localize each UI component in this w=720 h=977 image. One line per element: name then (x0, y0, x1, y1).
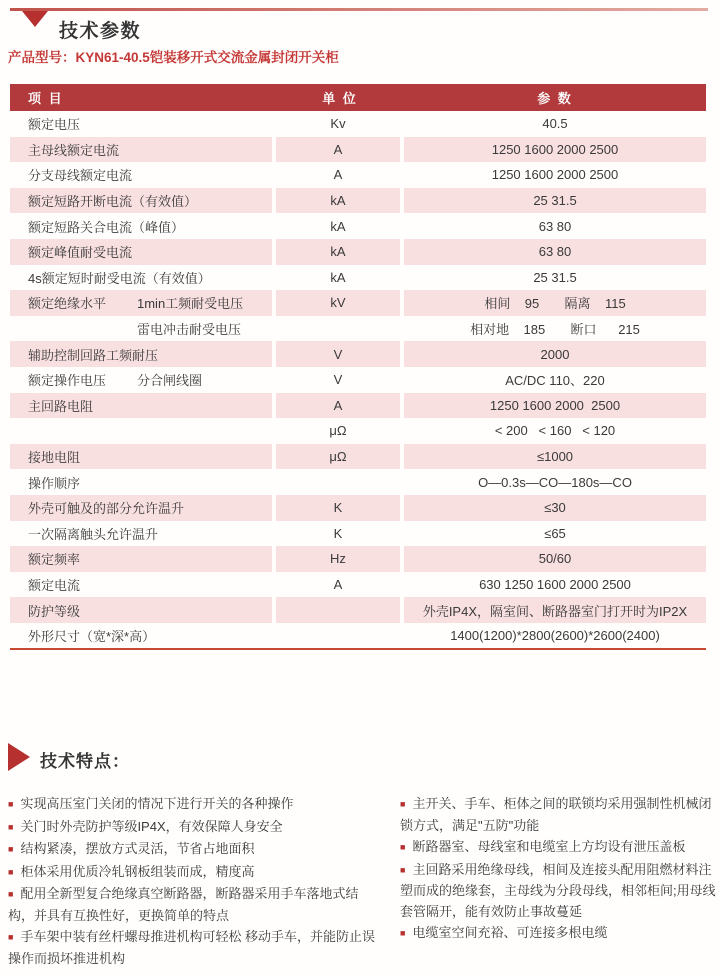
row-item: 额定峰值耐受电流 (28, 245, 133, 261)
triangle-down-icon (22, 11, 48, 27)
bullet-square-icon (8, 796, 20, 811)
section2-title: 技术特点： (40, 752, 130, 771)
row-item: 接地电阻 (28, 450, 81, 466)
row-value: < 200 < 160 < 120 (494, 423, 616, 439)
bullet-square-icon (400, 925, 412, 940)
feature-text: 电缆室空间充裕、可连接多根电缆 (412, 925, 608, 940)
row-value: 1250 1600 2000 2500 (491, 167, 619, 183)
feature-item (400, 860, 716, 923)
feature-text: 关门时外壳防护等级IP4X，有效保障人身安全 (20, 818, 283, 834)
row-value: 63 80 (538, 218, 572, 234)
feature-text: 柜体采用优质冷轧钢板组装而成，精度高 (20, 863, 255, 879)
row-value: 630 1250 1600 2000 2500 (479, 576, 631, 592)
table-row (10, 213, 706, 239)
row-unit: Kv (330, 116, 346, 132)
row-item: 操作顺序 (28, 475, 81, 491)
bullet-square-icon (400, 839, 412, 854)
bullet-square-icon (8, 841, 20, 856)
table-row (10, 597, 706, 623)
table-row (10, 265, 706, 291)
table-row (10, 623, 706, 649)
row-value: 相间 95 隔离 115 (404, 290, 706, 316)
spec-table (10, 84, 706, 648)
row-value: 2000 (404, 341, 706, 367)
table-row (10, 444, 706, 470)
row-item: 额定频率 (28, 552, 81, 568)
row-value: 1250 1600 2000 2500 (404, 393, 706, 419)
triangle-right-icon (8, 743, 30, 771)
table-row (10, 469, 706, 495)
row-item: 辅助控制回路工频耐压 (28, 347, 159, 363)
row-unit: V (276, 341, 400, 367)
header-item: 项 目 (28, 91, 64, 106)
feature-text: 配用全新型复合绝缘真空断路器，断路器采用手车落地式结构，并具有互换性好，更换简单的特点 (8, 886, 359, 923)
product-model-line: 产品型号：KYN61-40.5铠装移开式交流金属封闭开关柜 (8, 50, 339, 65)
bullet-square-icon (8, 886, 20, 901)
row-unit: μΩ (276, 444, 400, 470)
table-row (10, 316, 706, 342)
row-item: 主母线额定电流 (28, 142, 120, 158)
table-header-row (10, 84, 706, 111)
table-row (10, 521, 706, 547)
row-item: 额定电流 (28, 577, 81, 593)
table-row (10, 111, 706, 137)
features-column-left (8, 794, 376, 970)
feature-item (8, 839, 376, 861)
row-value: ≤65 (544, 525, 566, 541)
bullet-square-icon (400, 862, 412, 877)
row-value: 1400(1200)*2800(2600)*2600(2400) (450, 628, 660, 644)
feature-text: 断路器室、母线室和电缆室上方均设有泄压盖板 (412, 839, 686, 854)
row-unit: V (333, 372, 343, 388)
features-column-right (400, 794, 716, 946)
row-unit: K (333, 525, 343, 541)
table-row (10, 290, 706, 316)
row-unit: A (276, 137, 400, 163)
feature-item (400, 837, 716, 859)
feature-item (400, 794, 716, 836)
bullet-square-icon (8, 929, 20, 944)
header-parameter: 参 数 (537, 91, 573, 106)
row-item: 额定短路关合电流（峰值） (28, 219, 185, 235)
row-item: 额定短路开断电流（有效值） (28, 194, 198, 210)
bullet-square-icon (400, 796, 412, 811)
row-value: ≤30 (404, 495, 706, 521)
row-unit: kA (276, 239, 400, 265)
row-value: 相对地 185 断口 215 (470, 322, 640, 338)
row-value: 外壳IP4X，隔室间、断路器室门打开时为IP2X (404, 597, 706, 623)
feature-text: 结构紧凑，摆放方式灵活，节省占地面积 (20, 841, 255, 856)
row-item: 防护等级 (28, 603, 81, 619)
table-row (10, 418, 706, 444)
header-unit: 单 位 (322, 91, 358, 106)
row-unit (276, 316, 400, 342)
table-row (10, 188, 706, 214)
row-value: AC/DC 110、220 (505, 373, 605, 389)
table-row (10, 162, 706, 188)
row-unit: A (333, 576, 343, 592)
table-bottom-rule (10, 648, 706, 650)
row-item: 外形尺寸（宽*深*高） (28, 629, 156, 645)
feature-text: 主开关、手车、柜体之间的联锁均采用强制性机械闭锁方式，满足"五防"功能 (400, 796, 712, 833)
feature-text: 实现高压室门关闭的情况下进行开关的各种操作 (20, 796, 294, 811)
table-row (10, 341, 706, 367)
row-item: 4s额定短时耐受电流（有效值） (28, 270, 211, 286)
row-unit: Hz (276, 546, 400, 572)
feature-text: 主回路采用绝缘母线，相间及连接头配用阻燃材料注塑而成的绝缘套，主母线为分段母线，相邻柜间;用母线套管隔开，能有效防止事故蔓延 (400, 861, 716, 919)
table-row (10, 495, 706, 521)
row-unit (276, 469, 400, 495)
row-unit: kA (276, 188, 400, 214)
section-divider-rule (10, 8, 708, 11)
row-item: 外壳可触及的部分允许温升 (28, 501, 185, 517)
bullet-square-icon (8, 819, 20, 834)
row-item: 一次隔离触头允许温升 (28, 526, 159, 542)
bullet-square-icon (8, 864, 20, 879)
table-row (10, 137, 706, 163)
row-unit: kA (330, 269, 346, 285)
row-unit: A (333, 167, 343, 183)
table-row (10, 572, 706, 598)
row-item: 主回路电阻 (28, 398, 94, 414)
table-row (10, 393, 706, 419)
row-subitem: 1min工频耐受电压 (137, 296, 244, 312)
feature-text: 手车架中装有丝杆螺母推进机构可轻松 移动手车，并能防止误操作而损坏推进机构 (8, 929, 376, 966)
row-unit (276, 597, 400, 623)
section1-title: 技术参数 (59, 21, 142, 42)
row-item: 额定操作电压 (28, 373, 107, 389)
row-value: O—0.3s—CO—180s—CO (478, 474, 632, 490)
row-value: 25 31.5 (533, 269, 577, 285)
row-unit: kA (330, 218, 346, 234)
feature-item (8, 794, 376, 816)
table-body (10, 111, 706, 648)
row-value: 40.5 (542, 116, 568, 132)
feature-item (8, 884, 376, 926)
row-item: 额定绝缘水平 (28, 296, 107, 312)
row-unit: kV (276, 290, 400, 316)
row-item: 分支母线额定电流 (28, 168, 133, 184)
feature-item (8, 817, 376, 839)
row-subitem: 分合闸线圈 (137, 373, 203, 389)
table-row (10, 367, 706, 393)
row-unit: K (276, 495, 400, 521)
row-item: 额定电压 (28, 117, 81, 133)
row-unit: μΩ (329, 423, 347, 439)
row-value: 1250 1600 2000 2500 (404, 137, 706, 163)
feature-item (8, 927, 376, 969)
feature-item (8, 862, 376, 884)
row-value: 63 80 (404, 239, 706, 265)
row-unit: A (276, 393, 400, 419)
row-unit (276, 623, 400, 649)
row-value: 50/60 (404, 546, 706, 572)
row-subitem: 雷电冲击耐受电压 (137, 322, 242, 338)
table-row (10, 546, 706, 572)
table-row (10, 239, 706, 265)
feature-item (400, 923, 716, 945)
row-value: ≤1000 (404, 444, 706, 470)
row-value: 25 31.5 (404, 188, 706, 214)
